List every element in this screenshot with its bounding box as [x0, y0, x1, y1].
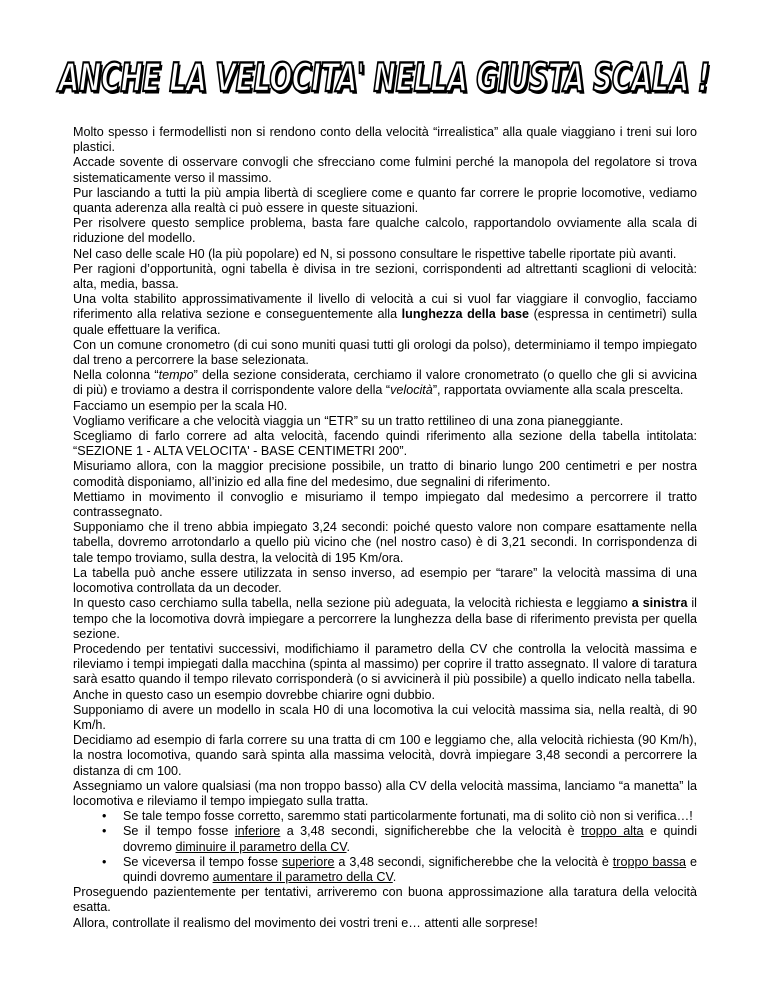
paragraph: Mettiamo in movimento il convoglio e misuriamo il tempo impiegato dal medesimo a percorrere il tratto contrassegnato. [73, 489, 697, 520]
page-title: ANCHE LA VELOCITA' NELLA GIUSTA SCALA ! [58, 56, 710, 101]
paragraph: Proseguendo pazientemente per tentativi, arriveremo con buona approssimazione alla taratura della velocità esatta. [73, 885, 697, 915]
paragraph: Nel caso delle scale H0 (la più popolare) ed N, si possono consultare le rispettive tabelle riportate più avanti. [73, 246, 677, 261]
paragraph: Misuriamo allora, con la maggior precisione possibile, un tratto di binario lungo 200 centimetri e per nostra comodità disponiamo, all’inizio ed alla fine del medesimo, due segnalini di riferimento. [73, 459, 697, 489]
text-run: In questo caso cerchiamo sulla tabella, nella sezione più adeguata, la velocità richiesta e leggiamo [73, 596, 632, 611]
text-run: . [392, 869, 397, 884]
paragraph: Supponiamo che il treno abbia impiegato 3,24 secondi: poiché questo valore non compare esattamente nella tabella, dovremo arrotondarlo a quello più vicino che (nel nostro caso) è di 3,21 secondi. In corrispondenza di tale tempo troviamo, sulla destra, la velocità di 195 Km/ora. [73, 520, 697, 565]
paragraph: Allora, controllate il realismo del movimento dei vostri treni e… attenti alle sorprese! [73, 915, 538, 930]
underlined-text: troppo alta [581, 824, 644, 839]
italic-text: tempo [158, 368, 194, 383]
paragraph: Assegniamo un valore qualsiasi (ma non troppo basso) alla CV della velocità massima, lanciamo “a manetta” la locomotiva e rileviamo il tempo impiegato sulla tratta. [73, 778, 697, 808]
underlined-text: superiore [281, 854, 335, 869]
text-run: a 3,48 secondi, significherebbe che la velocità è [334, 854, 613, 869]
underlined-text: inferiore [234, 824, 281, 839]
list-item [73, 824, 697, 854]
paragraph: Vogliamo verificare a che velocità viaggia un “ETR” su un tratto rettilineo di una zona pianeggiante. [73, 413, 624, 428]
paragraph: Per ragioni d’opportunità, ogni tabella è divisa in tre sezioni, corrispondenti ad altrettanti scaglioni di velocità: alta, media, bassa. [73, 261, 697, 292]
paragraph: Supponiamo di avere un modello in scala H0 di una locomotiva la cui velocità massima sia, nella realtà, di 90 Km/h. [73, 702, 697, 732]
text-run: Se tale tempo fosse corretto, saremmo stati particolarmente fortunati, ma di solito ciò non si verifica…! [123, 809, 693, 824]
paragraph: Per risolvere questo semplice problema, basta fare qualche calcolo, rapportandolo ovviamente alla scala di riduzione del modello. [73, 216, 697, 246]
paragraph: Scegliamo di farlo correre ad alta velocità, facendo quindi riferimento alla sezione della tabella intitolata: “SEZIONE 1 - ALTA VELOCITA' - BASE CENTIMETRI 200”. [73, 429, 697, 459]
text-run: ”, rapportata ovviamente alla scala prescelta. [432, 383, 684, 398]
text-run: e quindi dovremo [123, 854, 697, 884]
text-run: il tempo che la locomotiva dovrà impiegare a percorrere la lunghezza della base di riferimento prevista per quella sezione. [73, 596, 697, 641]
text-run: e quindi dovremo [123, 824, 698, 854]
text-run: a 3,48 secondi, significherebbe che la velocità è [280, 824, 582, 839]
bullet-icon: • [102, 809, 107, 824]
paragraph: Accade sovente di osservare convogli che sfrecciano come fulmini perché la manopola del regolatore si trova sistematicamente verso il massimo. [73, 155, 697, 185]
list-item [73, 809, 697, 824]
text-run: Se il tempo fosse [123, 824, 235, 839]
paragraph [73, 368, 697, 398]
paragraph: Con un comune cronometro (di cui sono muniti quasi tutti gli orologi da polso), determiniamo il tempo impiegato dal treno a percorrere la base selezionata. [73, 337, 697, 368]
bullet-list [73, 809, 697, 885]
text-run: Se viceversa il tempo fosse [123, 854, 282, 869]
paragraph: Decidiamo ad esempio di farla correre su una tratta di cm 100 e leggiamo che, alla velocità richiesta (90 Km/h), la nostra locomotiva, quando sarà spinta alla massima velocità, dovrà impiegare 3,48 secondi a percorrere la distanza di cm 100. [73, 733, 697, 778]
paragraph: Facciamo un esempio per la scala H0. [73, 398, 288, 413]
text-run: Una volta stabilito approssimativamente il livello di velocità a cui si vuol far viaggiare il convoglio, facciamo riferimento alla relativa sezione e conseguentemente alla [73, 292, 697, 322]
article-body [73, 125, 697, 931]
paragraph [73, 292, 697, 338]
bold-text: lunghezza della base [401, 307, 530, 322]
italic-text: velocità [390, 383, 433, 398]
text-run: (espressa in centimetri) sulla quale effettuare la verifica. [73, 307, 697, 337]
text-run: Nella colonna “ [73, 368, 159, 383]
paragraph: Anche in questo caso un esempio dovrebbe chiarire ogni dubbio. [73, 687, 435, 702]
bold-text: a sinistra [631, 596, 688, 611]
paragraph: Procedendo per tentativi successivi, modifichiamo il parametro della CV che controlla la velocità massima e rileviamo i tempi impiegati dalla macchina (spinta al massimo) per coprire il tratto assegnato. Il valore di taratura sarà esatto quando il tempo rilevato corrisponderà (o si avvicinerà il più possibile) a quello indicato nella tabella. [73, 641, 697, 687]
title-block [0, 56, 768, 101]
underlined-text: aumentare il parametro della CV [212, 869, 393, 884]
bullet-icon: • [102, 824, 107, 839]
text-run: . [346, 839, 351, 854]
paragraph: La tabella può anche essere utilizzata in senso inverso, ad esempio per “tarare” la velocità massima di una locomotiva controllata da un decoder. [73, 565, 697, 596]
paragraph: Pur lasciando a tutti la più ampia libertà di scegliere come e quanto far correre le proprie locomotive, vediamo quanta aderenza alla realtà ci può essere in queste situazioni. [73, 185, 697, 216]
paragraph [73, 596, 697, 642]
paragraph: Molto spesso i fermodellisti non si rendono conto della velocità “irrealistica” alla quale viaggiano i treni sui loro plastici. [73, 125, 697, 155]
underlined-text: troppo bassa [612, 854, 687, 869]
text-run: ” della sezione considerata, cerchiamo il valore cronometrato (o quello che gli si avvicina di più) e troviamo a destra il corrispondente valore della “ [73, 368, 697, 398]
bullet-icon: • [102, 854, 107, 869]
underlined-text: diminuire il parametro della CV [175, 839, 347, 854]
list-item [73, 855, 697, 885]
